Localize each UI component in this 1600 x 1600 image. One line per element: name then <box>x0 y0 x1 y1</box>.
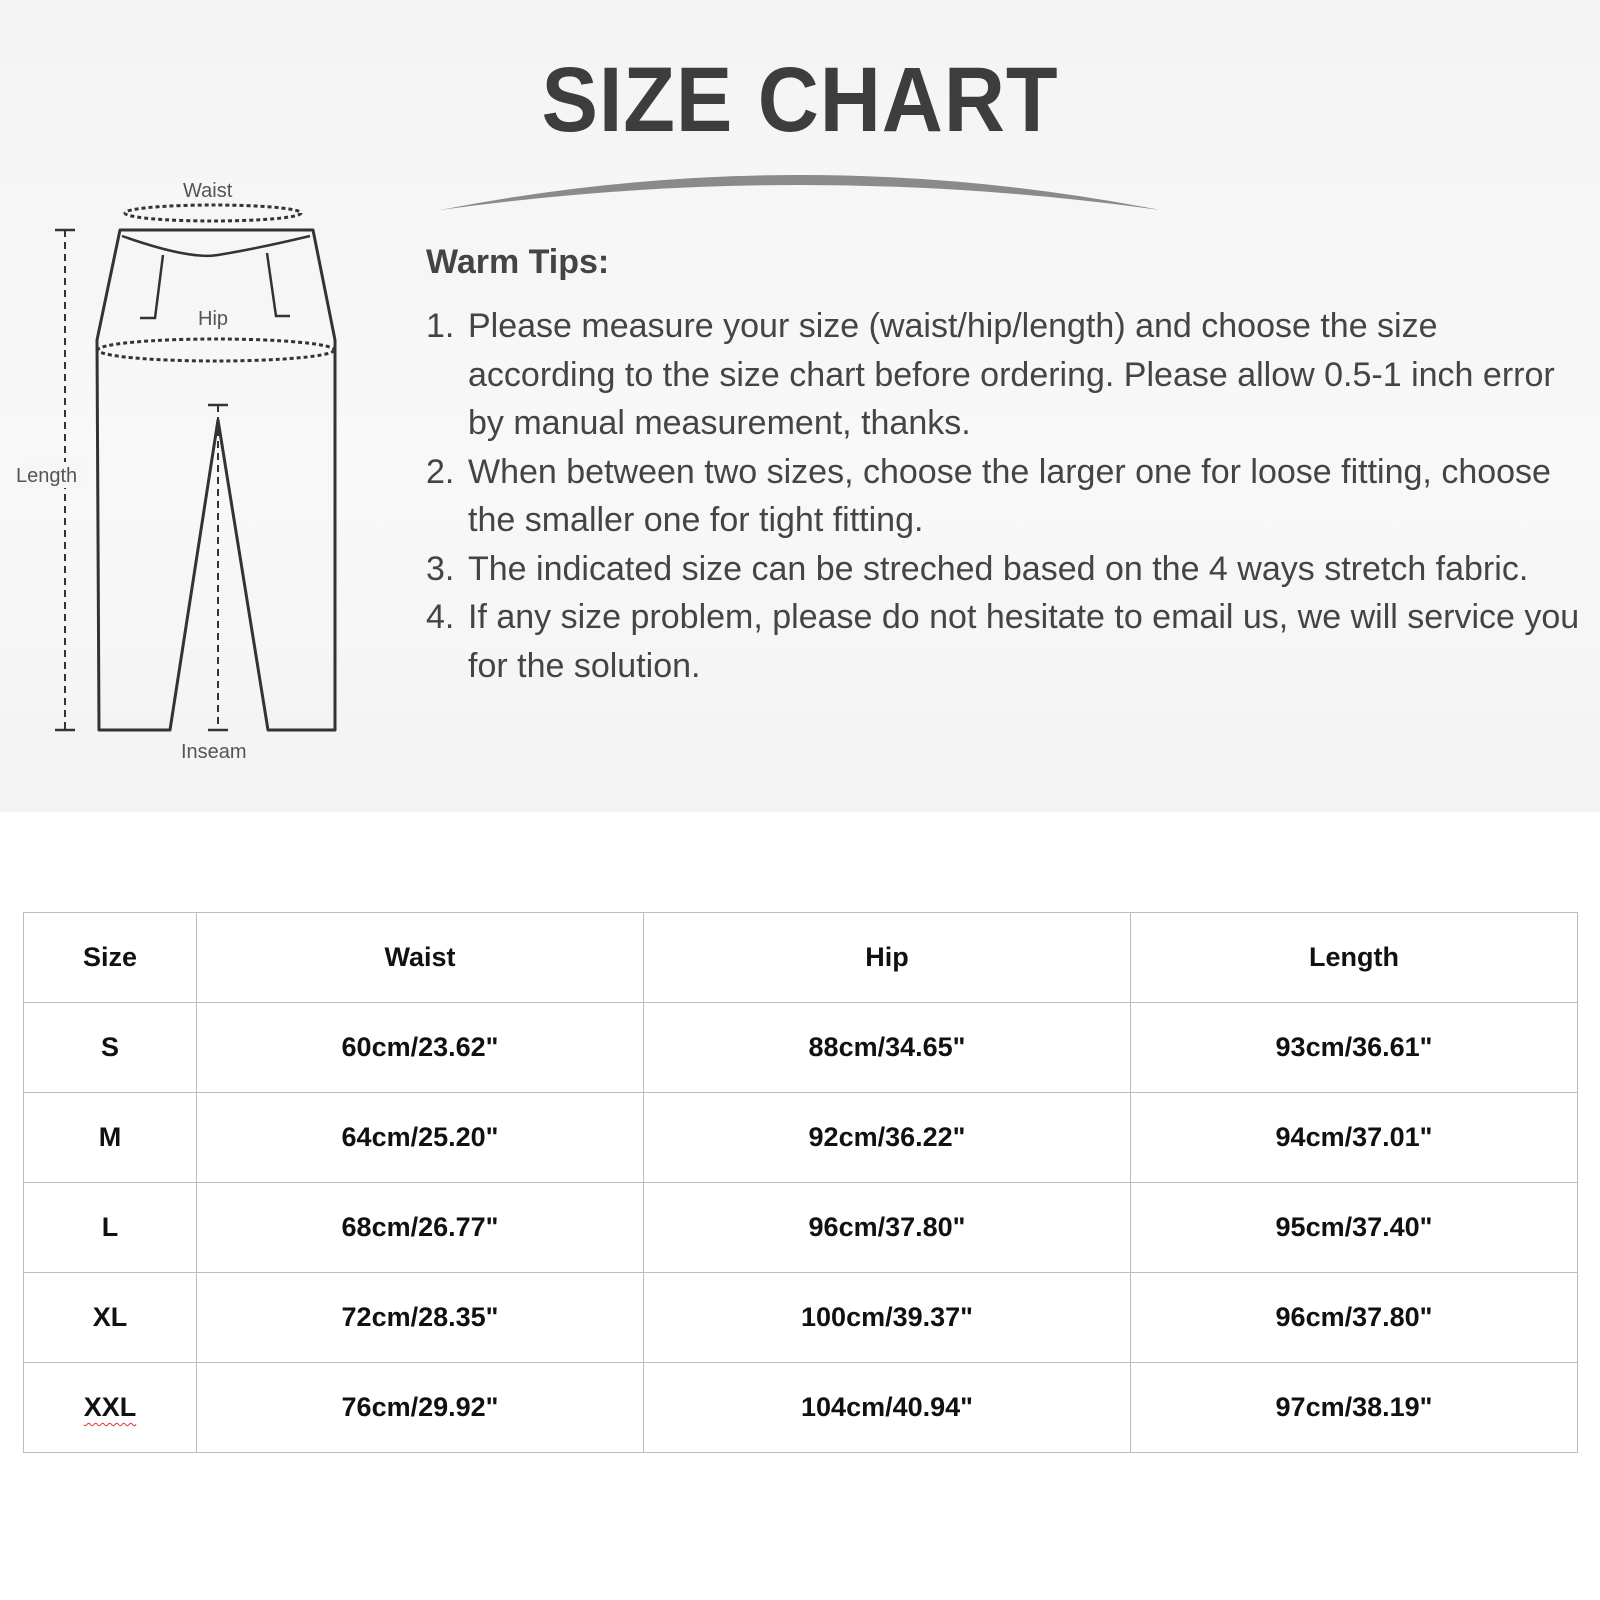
tip-item <box>426 302 1586 448</box>
hip-label: Hip <box>198 308 229 330</box>
table-row <box>24 1003 1578 1093</box>
tip-item <box>426 545 1586 594</box>
cell-size: XL <box>24 1273 197 1363</box>
table-row <box>24 1183 1578 1273</box>
cell-waist: 68cm/26.77" <box>197 1183 644 1273</box>
length-label: Length <box>16 465 78 487</box>
cell-hip: 104cm/40.94" <box>644 1363 1131 1453</box>
cell-size: M <box>24 1093 197 1183</box>
tip-number: 1. <box>426 307 455 345</box>
warm-tips <box>426 243 1586 690</box>
tip-number: 2. <box>426 452 455 491</box>
cell-hip: 92cm/36.22" <box>644 1093 1131 1183</box>
waist-ellipse <box>125 205 301 221</box>
cell-size <box>24 1363 197 1453</box>
tip-number: 4. <box>426 598 455 636</box>
tip-text: When between two sizes, choose the larger one for loose fitting, choose the smaller one for tight fitting. <box>468 452 1551 539</box>
table-row <box>24 1093 1578 1183</box>
tip-text: The indicated size can be streched based on the 4 ways stretch fabric. <box>468 549 1529 588</box>
tips-list <box>426 302 1586 690</box>
inseam-label: Inseam <box>181 741 247 763</box>
hip-ellipse <box>98 339 334 361</box>
cell-hip: 88cm/34.65" <box>644 1003 1131 1093</box>
cell-waist: 76cm/29.92" <box>197 1363 644 1453</box>
header-waist: Waist <box>197 913 644 1003</box>
tip-item <box>426 593 1586 690</box>
pants-outline <box>97 230 335 730</box>
cell-waist: 72cm/28.35" <box>197 1273 644 1363</box>
cell-hip: 96cm/37.80" <box>644 1183 1131 1273</box>
tips-heading: Warm Tips: <box>426 243 610 281</box>
header-size: Size <box>24 913 197 1003</box>
cell-length: 95cm/37.40" <box>1131 1183 1578 1273</box>
cell-length: 97cm/38.19" <box>1131 1363 1578 1453</box>
table-row <box>24 1273 1578 1363</box>
waist-label: Waist <box>183 180 233 202</box>
cell-size: L <box>24 1183 197 1273</box>
tip-text: Please measure your size (waist/hip/length) and choose the size according to the size chart before ordering. Please allow 0.5-1 inch error by manual measurement, thanks. <box>468 307 1555 442</box>
table-header-row <box>24 913 1578 1003</box>
tip-text: If any size problem, please do not hesitate to email us, we will service you for the solution. <box>468 598 1580 685</box>
pants-diagram <box>0 170 400 770</box>
page-title: SIZE CHART <box>541 49 1059 151</box>
cell-length: 96cm/37.80" <box>1131 1273 1578 1363</box>
cell-hip: 100cm/39.37" <box>644 1273 1131 1363</box>
header-hip: Hip <box>644 913 1131 1003</box>
cell-length: 94cm/37.01" <box>1131 1093 1578 1183</box>
header-length: Length <box>1131 913 1578 1003</box>
cell-waist: 64cm/25.20" <box>197 1093 644 1183</box>
cell-size-text: XXL <box>83 1392 137 1422</box>
cell-length: 93cm/36.61" <box>1131 1003 1578 1093</box>
cell-waist: 60cm/23.62" <box>197 1003 644 1093</box>
title-swoosh <box>440 160 1160 220</box>
tip-item <box>426 448 1586 545</box>
cell-size: S <box>24 1003 197 1093</box>
size-table <box>23 912 1578 1453</box>
table-row <box>24 1363 1578 1453</box>
tip-number: 3. <box>426 549 455 588</box>
